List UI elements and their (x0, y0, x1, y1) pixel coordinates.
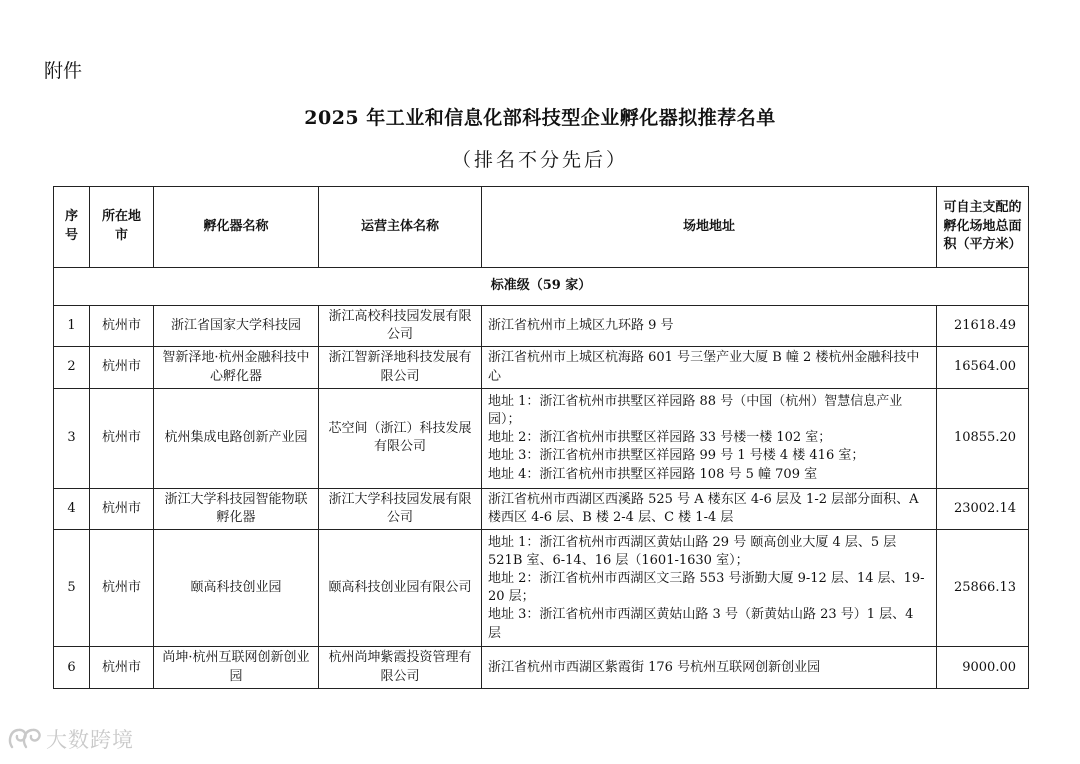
table-row (54, 306, 1029, 347)
cell-area: 10855.20 (937, 388, 1029, 488)
table-row (54, 388, 1029, 488)
cell-name: 颐高科技创业园 (154, 530, 319, 647)
watermark-text: 大数跨境 (46, 728, 134, 752)
cell-area: 9000.00 (937, 647, 1029, 689)
cell-seq: 4 (54, 488, 90, 529)
cell-operator: 芯空间（浙江）科技发展有限公司 (319, 388, 482, 488)
column-header-name: 孵化器名称 (154, 187, 319, 268)
column-header-address: 场地地址 (482, 187, 937, 268)
cell-name: 杭州集成电路创新产业园 (154, 388, 319, 488)
address-line: 地址 2：浙江省杭州市西湖区文三路 553 号浙勤大厦 9-12 层、14 层、19-20 层； (488, 570, 925, 605)
column-header-seq: 序号 (54, 187, 90, 268)
cell-operator: 浙江大学科技园发展有限公司 (319, 488, 482, 529)
cell-city: 杭州市 (90, 347, 154, 388)
cell-operator: 浙江智新泽地科技发展有限公司 (319, 347, 482, 388)
cell-seq: 5 (54, 530, 90, 647)
address-line: 浙江省杭州市上城区杭海路 601 号三堡产业大厦 B 幢 2 楼杭州金融科技中心 (488, 350, 920, 384)
cell-operator: 杭州尚坤紫霞投资管理有限公司 (319, 647, 482, 689)
address-line: 地址 1：浙江省杭州市拱墅区祥园路 88 号（中国（杭州）智慧信息产业园）； (488, 393, 903, 427)
attachment-label: 附件 (44, 60, 83, 82)
cell-operator: 浙江高校科技园发展有限公司 (319, 306, 482, 347)
table-row (54, 647, 1029, 689)
address-line: 浙江省杭州市西湖区西溪路 525 号 A 楼东区 4-6 层及 1-2 层部分面积、A 楼西区 4-6 层、B 楼 2-4 层、C 楼 1-4 层 (488, 491, 919, 525)
cell-name: 浙江大学科技园智能物联孵化器 (154, 488, 319, 529)
cell-address (482, 488, 937, 529)
column-header-area: 可自主支配的孵化场地总面积（平方米） (937, 187, 1029, 268)
logo-icon (8, 727, 42, 751)
address-line: 地址 1：浙江省杭州市西湖区黄姑山路 29 号 颐高创业大厦 4 层、5 层 521B 室、6-14、16 层（1601-1630 室）； (488, 534, 897, 568)
section-label: 标准级（59 家） (54, 268, 1029, 306)
cell-name: 智新泽地·杭州金融科技中心孵化器 (154, 347, 319, 388)
cell-address (482, 306, 937, 347)
document-subtitle: （排名不分先后） (451, 149, 628, 171)
address-line: 地址 4：浙江省杭州市拱墅区祥园路 108 号 5 幢 709 室 (488, 466, 818, 482)
watermark (8, 724, 134, 754)
cell-city: 杭州市 (90, 306, 154, 347)
table-row (54, 488, 1029, 529)
address-line: 地址 3：浙江省杭州市西湖区黄姑山路 3 号（新黄姑山路 23 号）1 层、4 层 (488, 607, 914, 641)
table-row (54, 347, 1029, 388)
cell-address (482, 388, 937, 488)
recommendation-table (53, 186, 1029, 689)
cell-area: 25866.13 (937, 530, 1029, 647)
table-row (54, 530, 1029, 647)
document-title: 2025 年工业和信息化部科技型企业孵化器拟推荐名单 (304, 107, 776, 129)
section-row (54, 268, 1029, 306)
cell-address (482, 530, 937, 647)
cell-seq: 6 (54, 647, 90, 689)
cell-city: 杭州市 (90, 647, 154, 689)
column-header-city: 所在地市 (90, 187, 154, 268)
cell-name: 尚坤·杭州互联网创新创业园 (154, 647, 319, 689)
cell-seq: 2 (54, 347, 90, 388)
cell-city: 杭州市 (90, 388, 154, 488)
address-line: 地址 3：浙江省杭州市拱墅区祥园路 99 号 1 号楼 4 楼 416 室； (488, 448, 865, 464)
cell-address (482, 647, 937, 689)
cell-area: 21618.49 (937, 306, 1029, 347)
cell-name: 浙江省国家大学科技园 (154, 306, 319, 347)
cell-address (482, 347, 937, 388)
cell-area: 16564.00 (937, 347, 1029, 388)
cell-seq: 3 (54, 388, 90, 488)
cell-city: 杭州市 (90, 530, 154, 647)
address-line: 浙江省杭州市上城区九环路 9 号 (488, 318, 674, 334)
address-line: 地址 2：浙江省杭州市拱墅区祥园路 33 号楼一楼 102 室； (488, 430, 832, 446)
cell-operator: 颐高科技创业园有限公司 (319, 530, 482, 647)
address-line: 浙江省杭州市西湖区紫霞街 176 号杭州互联网创新创业园 (488, 659, 821, 675)
table-header-row (54, 187, 1029, 268)
cell-seq: 1 (54, 306, 90, 347)
cell-area: 23002.14 (937, 488, 1029, 529)
cell-city: 杭州市 (90, 488, 154, 529)
column-header-operator: 运营主体名称 (319, 187, 482, 268)
